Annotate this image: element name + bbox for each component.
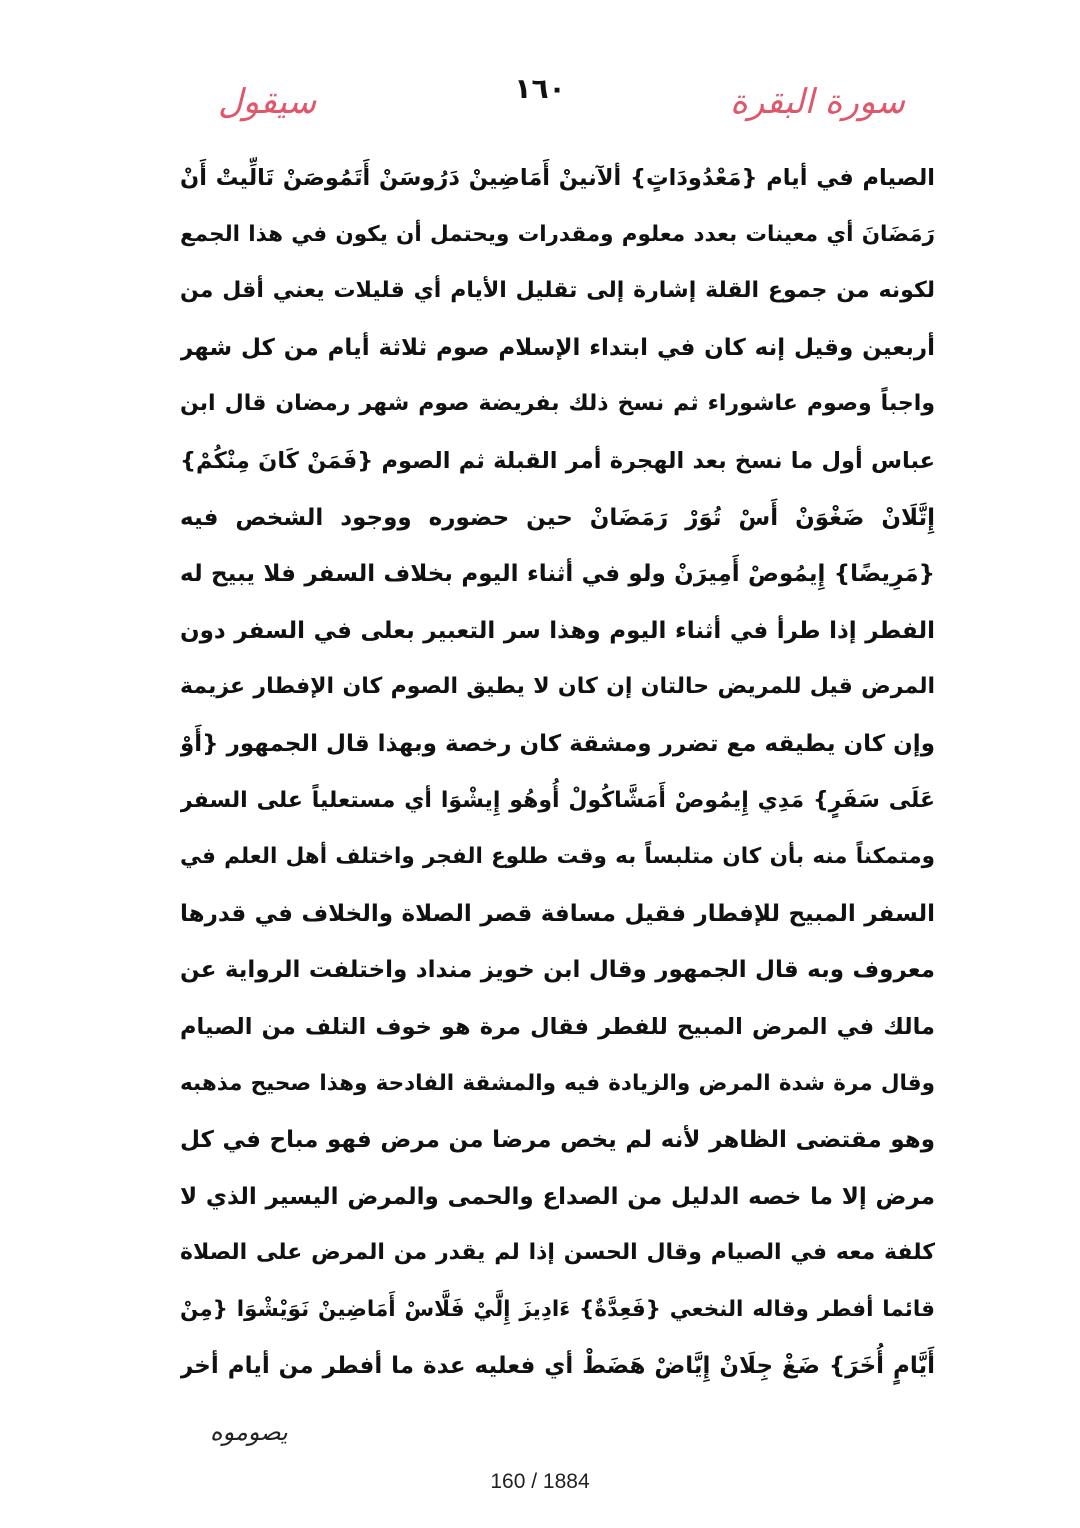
text-line: رَمَضَانَ أي معينات بعدد معلوم ومقدرات ويحتمل أن يكون في هذا الجمع [180, 221, 935, 247]
text-line: واجباً وصوم عاشوراء ثم نسخ ذلك بفريضة صوم شهر رمضان قال ابن [180, 391, 935, 417]
text-line: وإن كان يطيقه مع تضرر ومشقة كان رخصة وبهذا قال الجمهور {أَوْ [180, 730, 935, 757]
surah-name-annotation: سورة البقرة [730, 82, 905, 122]
next-section-annotation: سيقول [218, 82, 317, 122]
text-line: السفر المبيح للإفطار فقيل مسافة قصر الصلاة والخلاف في قدرها [180, 900, 935, 927]
text-line: عباس أول ما نسخ بعد الهجرة أمر القبلة ثم الصوم {فَمَنْ كَانَ مِنْكُمْ} [180, 447, 935, 474]
text-line: إِتَّلَانْ ضَغْوَنْ أَسْ تُوَرْ رَمَضَانْ حين حضوره ووجود الشخص فيه [180, 504, 935, 531]
catchword: يصوموه [210, 1418, 288, 1446]
text-line: أربعين وقيل إنه كان في ابتداء الإسلام صوم ثلاثة أيام من كل شهر [180, 334, 935, 361]
text-line: أَيَّامٍ أُخَرَ} ضَغْ جِلَانْ إِيَّاضْ هَضَطْ أي فعليه عدة ما أفطر من أيام أخر [180, 1353, 935, 1380]
text-line: وقال مرة شدة المرض والزيادة فيه والمشقة الفادحة وهذا صحيح مذهبه [180, 1070, 935, 1096]
text-line: ومتمكناً منه بأن كان متلبساً به وقت طلوع الفجر واختلف أهل العلم في [180, 844, 935, 870]
text-line: عَلَى سَفَرٍ} مَدِي إِيمُوصْ أَمَشَّاكُولْ أُوهُو إِيشْوَا أي مستعلياً على السفر [180, 787, 935, 813]
text-line: لكونه من جموع القلة إشارة إلى تقليل الأيام أي قليلات يعني أقل من [180, 278, 935, 304]
text-line: الصيام في أيام {مَعْدُودَاتٍ} ألآنينْ أَمَاضِينْ دَرُوسَنْ أَتَمُوصَنْ تَالِّيتْ أَنْ [180, 165, 935, 191]
text-line: مرض إلا ما خصه الدليل من الصداع والحمى والمرض اليسير الذي لا [180, 1183, 935, 1210]
text-line: الفطر إذا طرأ في أثناء اليوم وهذا سر التعبير بعلى في السفر دون [180, 617, 935, 644]
text-line: مالك في المرض المبيح للفطر فقال مرة هو خوف التلف من الصيام [180, 1013, 935, 1040]
text-line: {مَرِيضًا} إِيمُوصْ أَمِيرَنْ ولو في أثناء اليوم بخلاف السفر فلا يبيح له [180, 561, 935, 588]
page-counter: 160 / 1884 [490, 1470, 590, 1493]
page-number: ١٦٠ [514, 72, 566, 105]
text-line: معروف وبه قال الجمهور وقال ابن خويز منداد واختلفت الرواية عن [180, 957, 935, 984]
text-line: كلفة معه في الصيام وقال الحسن إذا لم يقدر من المرض على الصلاة [180, 1240, 935, 1266]
text-line: وهو مقتضى الظاهر لأنه لم يخص مرضا من مرض فهو مباح في كل [180, 1127, 935, 1154]
commentary-text [180, 150, 935, 1395]
text-line: المرض قيل للمريض حالتان إن كان لا يطيق الصوم كان الإفطار عزيمة [180, 674, 935, 700]
text-line: قائما أفطر وقاله النخعي {فَعِدَّةٌ} ءَادِيزَ إِلَّيْ فَلَّاسْ أَمَاضِينْ نَوَيْشْوَا {مِنْ [180, 1296, 935, 1322]
